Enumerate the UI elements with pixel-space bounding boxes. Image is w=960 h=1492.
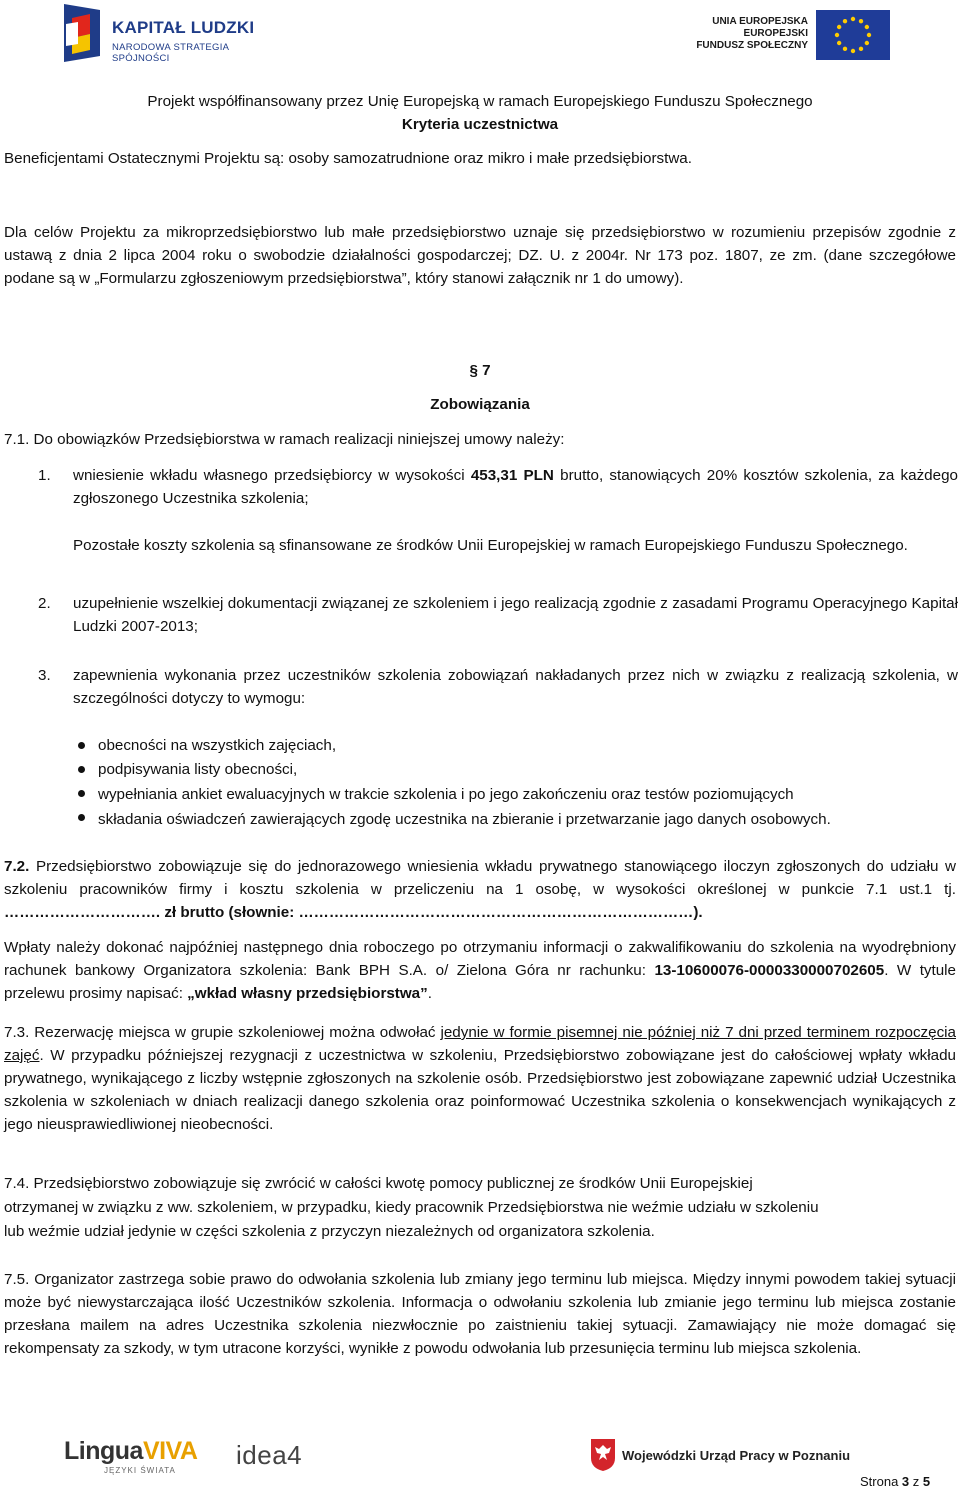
- bullet-item: składania oświadczeń zawierających zgodę uczestnika na zbieranie i przetwarzanie jago danych osobowych.: [98, 811, 831, 828]
- page-number: [860, 1474, 930, 1489]
- bullet-icon: [78, 742, 85, 749]
- bullet-item: obecności na wszystkich zajęciach,: [98, 737, 337, 754]
- wup-name: Wojewódzki Urząd Pracy w Poznaniu: [622, 1448, 851, 1463]
- page-current: 3: [901, 1474, 910, 1489]
- section-7-3-text-b: . W przypadku późniejszej rezygnacji z uczestnictwa w szkoleniu, Przedsiębiorstwo zobowiązane jest do całościowej wpłaty wkładu prywatnego, wynikającego z liczby wstępnie zgłoszonych na szkolenie osób. Przedsiębiorstwo jest zobowiązane zapewnić udział Uczestnika szkolenia w szkoleniach w dniach realizacji danego szkolenia oraz poinformować Uczestnika szkolenia o konsekwencjach wynikających z jego nieusprawiedliwionej nieobecności.: [4, 1047, 956, 1133]
- eu-star-icon: [837, 25, 841, 29]
- list-item-number: 3.: [38, 667, 51, 684]
- section-7-3: [4, 1021, 956, 1136]
- list-item-number: 2.: [38, 595, 51, 612]
- kapital-ludzki-logo: [60, 4, 270, 62]
- eu-star-icon: [843, 47, 847, 51]
- paragraph-sign: § 7: [469, 362, 491, 379]
- kapital-ludzki-title: KAPITAŁ LUDZKI: [112, 18, 255, 37]
- definition-paragraph: Dla celów Projektu za mikroprzedsiębiorstwo lub małe przedsiębiorstwo uznaje się przedsiębiorstwo w rozumieniu przepisów zgodnie z ustawą z dnia 2 lipca 2004 roku o swobodzie działalności gospodarczej; DZ. U. z 2004r. Nr 173 poz. 1807, ze zm. (dane szczegółowe podane są w „Formularzu zgłoszeniowym przedsiębiorstwa”, który stanowi załącznik nr 1 do umowy).: [4, 224, 956, 287]
- bullet-item: podpisywania listy obecności,: [98, 761, 298, 778]
- section-7-4-line-1: 7.4. Przedsiębiorstwo zobowiązuje się zwrócić w całości kwotę pomocy publicznej ze środków Unii Europejskiej: [4, 1175, 753, 1192]
- eu-star-icon: [859, 47, 863, 51]
- payment-title: „wkład własny przedsiębiorstwa”: [187, 985, 428, 1002]
- lingua-viva-logo: [64, 1437, 198, 1477]
- page-label: Strona: [860, 1474, 902, 1489]
- section-7-1-intro: 7.1. Do obowiązków Przedsiębiorstwa w ramach realizacji niniejszej umowy należy:: [4, 431, 565, 448]
- payment-text-b: . W tytule przelewu prosimy napisać:: [4, 962, 956, 1002]
- eu-logo-line-2: EUROPEJSKI: [743, 28, 808, 39]
- section-7-2-text: Przedsiębiorstwo zobowiązuje się do jednorazowego wniesienia wkładu prywatnego stanowiącego iloczyn zgłoszonych do udziału w szkoleniu pracowników firmy i kosztu szkolenia w przeliczeniu na 1 osobę, w wysokości określonej w punkcie 7.1 ust.1 tj.: [4, 858, 956, 898]
- eu-star-icon: [867, 33, 871, 37]
- bullet-icon: [78, 790, 85, 797]
- bank-account-number: 13-10600076-0000330000702605: [654, 962, 885, 979]
- bullet-icon: [78, 766, 85, 773]
- section-7-4-line-2: otrzymanej w związku z ww. szkoleniem, w przypadku, kiedy pracownik Przedsiębiorstwa nie weźmie udziału w szkoleniu: [4, 1199, 819, 1216]
- section-7-2-number: 7.2.: [4, 858, 30, 875]
- page-total: 5: [922, 1474, 931, 1489]
- eu-logo: [690, 10, 890, 62]
- item1-text-a: wniesienie wkładu własnego przedsiębiorcy w wysokości: [73, 467, 471, 484]
- project-cofinancing-line: Projekt współfinansowany przez Unię Europejską w ramach Europejskiego Funduszu Społecznego: [147, 93, 813, 110]
- section-7-2-end: ).: [693, 904, 703, 921]
- lingua-logo-text: Lingua: [64, 1437, 143, 1465]
- payment-paragraph: [4, 936, 956, 1005]
- page-separator: z: [909, 1474, 923, 1489]
- section-title: Kryteria uczestnictwa: [401, 116, 559, 133]
- kapital-ludzki-flag-icon: [60, 4, 104, 62]
- list-item-2: uzupełnienie wszelkiej dokumentacji związanej ze szkoleniem i jego realizacją zgodnie z zasadami Programu Operacyjnego Kapitał Ludzki 2007-2013;: [73, 595, 958, 635]
- eu-star-icon: [835, 33, 839, 37]
- item1-text-b: brutto, stanowiących 20% kosztów szkolenia, za każdego zgłoszonego Uczestnika szkolenia;: [73, 467, 958, 507]
- viva-logo-text: VIVA: [142, 1437, 198, 1465]
- bullet-item: wypełniania ankiet ewaluacyjnych w trakcie szkolenia i po jego zakończeniu oraz testów poziomujących: [98, 786, 794, 803]
- list-item-1: [73, 464, 958, 510]
- payment-text-a: Wpłaty należy dokonać najpóźniej następnego dnia roboczego po otrzymaniu informacji o zakwalifikowaniu do szkolenia na wyodrębniony rachunek bankowy Organizatora szkolenia: Bank BPH S.A. o/ Zielona Góra nr rachunku:: [4, 939, 956, 979]
- eu-flag-icon: [816, 10, 890, 60]
- amount-blank: ………………………….: [4, 904, 161, 921]
- intro-paragraph: Beneficjentami Ostatecznymi Projektu są: osoby samozatrudnione oraz mikro i małe przedsiębiorstwa.: [4, 150, 692, 167]
- eu-star-icon: [837, 41, 841, 45]
- eu-logo-line-3: FUNDUSZ SPOŁECZNY: [696, 40, 808, 51]
- section-7-2: [4, 855, 956, 924]
- payment-text-end: .: [427, 985, 432, 1002]
- wup-poznan-logo: [590, 1438, 851, 1478]
- eu-star-icon: [865, 41, 869, 45]
- idea4-logo: idea4: [236, 1440, 303, 1470]
- amount-words-blank: ……………………………………………………………………: [298, 904, 694, 921]
- brutto-label: zł brutto (słownie:: [160, 904, 299, 921]
- section-7-5: 7.5. Organizator zastrzega sobie prawo do odwołania szkolenia lub zmiany jego terminu lub miejsca. Między innymi powodem takiej sytuacji może być niewystarczająca ilość Uczestników szkolenia. Informacja o odwołaniu szkolenia lub zmianie jego terminu lub miejsca zostanie przesłana mailem na adres Uczestnika szkolenia niezwłocznie po zaistnieniu takiej sytuacji. Zamawiający nie może domagać się rekompensaty za szkody, w tym utracone korzyści, wynikłe z powodu odwołania lub przesunięcia terminu lub miejsca szkolenia.: [4, 1271, 956, 1357]
- eu-star-icon: [843, 19, 847, 23]
- lingua-viva-subtitle: JĘZYKI ŚWIATA: [104, 1466, 176, 1475]
- list-item-1-note: Pozostałe koszty szkolenia są sfinansowane ze środków Unii Europejskiej w ramach Europejskiego Funduszu Społecznego.: [73, 537, 908, 554]
- section-7-3-underlined: jedynie w formie pisemnej nie później niż 7 dni przed terminem rozpoczęcia zajęć: [4, 1024, 956, 1064]
- item1-amount: 453,31 PLN: [470, 467, 554, 484]
- kapital-ludzki-subtitle: NARODOWA STRATEGIA SPÓJNOŚCI: [112, 42, 229, 64]
- eu-star-icon: [865, 25, 869, 29]
- section-7-4-line-3: lub weźmie udział jedynie w części szkolenia z przyczyn niezależnych od organizatora szkolenia.: [4, 1223, 655, 1240]
- section-7-3-text-a: 7.3. Rezerwację miejsca w grupie szkoleniowej można odwołać: [4, 1024, 441, 1041]
- eu-star-icon: [859, 19, 863, 23]
- list-item-3: zapewnienia wykonania przez uczestników szkolenia zobowiązań nakładanych przez nich w związku z realizacją szkolenia, w szczególności dotyczy to wymogu:: [73, 667, 958, 707]
- eu-logo-line-1: UNIA EUROPEJSKA: [712, 16, 808, 27]
- eu-star-icon: [851, 17, 855, 21]
- eagle-crest-icon: [590, 1438, 616, 1472]
- list-item-number: 1.: [38, 467, 51, 484]
- paragraph-title: Zobowiązania: [430, 396, 530, 413]
- eu-logo-text: [696, 16, 808, 52]
- eu-star-icon: [851, 49, 855, 53]
- bullet-icon: [78, 814, 85, 821]
